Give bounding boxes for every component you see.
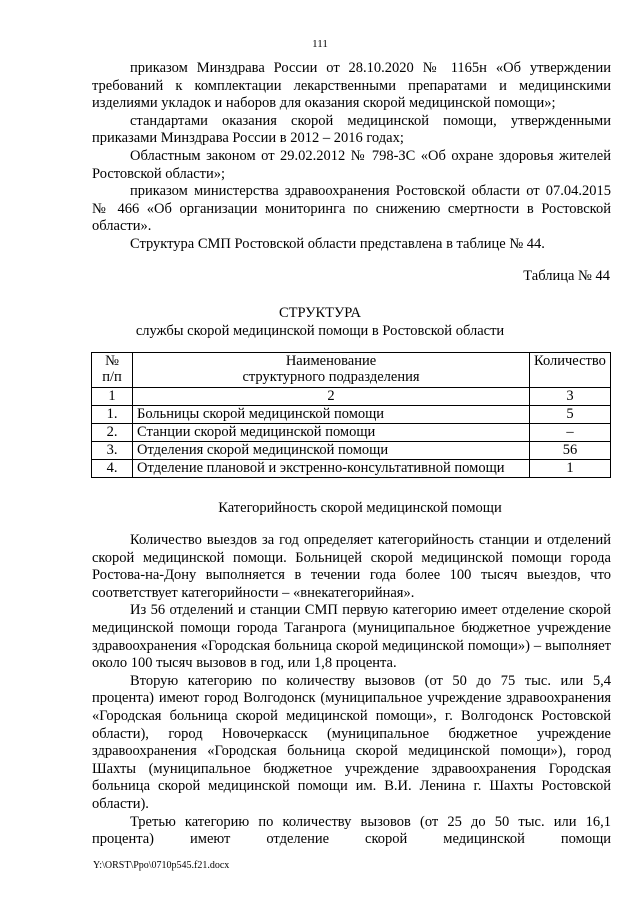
intro-paragraph: приказом Минздрава России от 28.10.2020 № 1165н «Об утверждении требований к комплектации лекарственными препаратами и медицинскими изделиями укладок и наборов для оказания скорой медицинской помощи»; — [92, 60, 611, 112]
header-name — [133, 353, 530, 388]
header-name-line2: структурного подразделения — [242, 369, 420, 385]
section-heading: Категорийность скорой медицинской помощи — [218, 500, 502, 516]
table-cell: 5 — [530, 406, 611, 424]
body-paragraph: Количество выездов за год определяет категорийность станции и отделений скорой медицинской помощи. Больницей скорой медицинской помощи города Ростова-на-Дону выполняется в течении года более 100 тысяч выездов, что соответствует категорийности – «внекатегорийная». — [92, 532, 611, 601]
body-paragraph: Вторую категорию по количеству вызовов (от 50 до 75 тыс. или 5,4 процента) имеют город Волгодонск (муниципальное учреждение здравоохранения «Городская больница скорой медицинской помощи», г. Волгодонск Ростовской области), город Новочеркасск (муниципальное бюджетное учреждение здравоохранения «Городская больница скорой медицинской помощи»), город Шахты (муниципальное бюджетное учреждение здравоохранения Городская больница скорой медицинской помощи им. В.И. Ленина г. Шахты Ростовской области). — [92, 672, 611, 812]
table-cell: 1. — [92, 406, 133, 424]
intro-paragraph: приказом министерства здравоохранения Ростовской области от 07.04.2015 № 466 «Об организации мониторинга по снижению смертности в Ростовской области». — [92, 183, 611, 235]
table-cell: Больницы скорой медицинской помощи — [133, 406, 530, 424]
table-cell: – — [530, 424, 611, 442]
header-num-line2: п/п — [102, 369, 122, 385]
table-row — [92, 442, 611, 460]
table-cell: 56 — [530, 442, 611, 460]
table-cell: 1 — [92, 388, 133, 406]
table-title-main: СТРУКТУРА — [279, 305, 361, 321]
intro-paragraph: Структура СМП Ростовской области представлена в таблице № 44. — [130, 235, 545, 252]
intro-paragraph: Областным законом от 29.02.2012 № 798-ЗС «Об охране здоровья жителей Ростовской области»; — [92, 147, 611, 182]
table-cell: 4. — [92, 460, 133, 478]
table-cell: Отделения скорой медицинской помощи — [133, 442, 530, 460]
body-paragraph: Третью категорию по количеству вызовов (от 25 до 50 тыс. или 16,1 процента) имеют отделение скорой медицинской помощи — [92, 813, 611, 848]
table-cell: 2 — [133, 388, 530, 406]
header-num — [92, 353, 133, 388]
table-title-sub: службы скорой медицинской помощи в Ростовской области — [135, 323, 505, 339]
table-cell: 2. — [92, 424, 133, 442]
body-paragraph: Из 56 отделений и станции СМП первую категорию имеет отделение скорой медицинской помощи города Таганрога (муниципальное бюджетное учреждение здравоохранения «Городская больница скорой медицинской помощи») – выполняет около 100 тысяч вызовов в год, или 1,8 процента. — [92, 602, 611, 672]
table-cell: 1 — [530, 460, 611, 478]
intro-section — [92, 60, 611, 254]
table-row — [92, 460, 611, 478]
body-section — [92, 532, 611, 849]
header-num-line1: № — [105, 353, 119, 369]
table-row — [92, 424, 611, 442]
table-cell: Отделение плановой и экстренно-консультативной помощи — [133, 460, 530, 478]
structure-table — [91, 352, 611, 478]
table-label: Таблица № 44 — [523, 268, 610, 284]
table-title — [0, 304, 640, 340]
page-number: 111 — [312, 38, 328, 50]
table-index-row — [92, 388, 611, 406]
table-header-row — [92, 353, 611, 388]
header-name-line1: Наименование — [285, 353, 377, 369]
header-count: Количество — [530, 353, 611, 388]
table-row — [92, 406, 611, 424]
intro-paragraph: стандартами оказания скорой медицинской помощи, утвержденными приказами Минздрава России в 2012 – 2016 годах; — [92, 112, 611, 147]
table-cell: 3. — [92, 442, 133, 460]
table-cell: 3 — [530, 388, 611, 406]
table-cell: Станции скорой медицинской помощи — [133, 424, 530, 442]
footer-file-path: Y:\ORST\Ppo\0710p545.f21.docx — [93, 860, 230, 871]
